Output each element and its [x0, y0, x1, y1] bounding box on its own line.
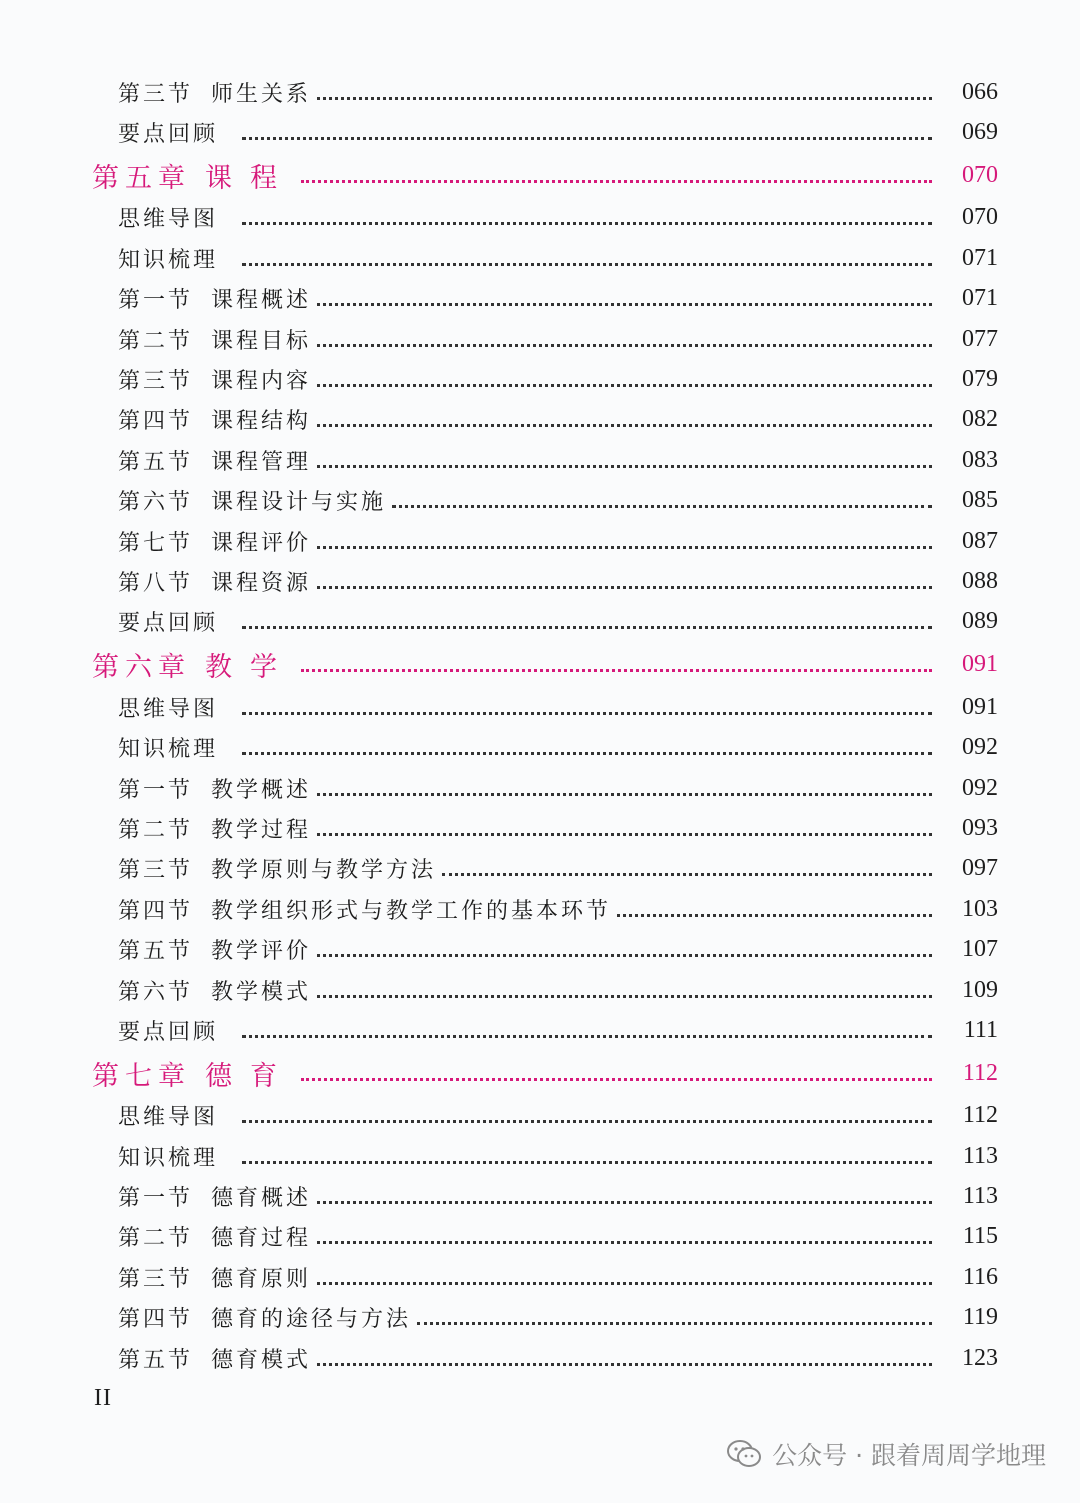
toc-entry-label — [118, 77, 311, 108]
toc-entry-row[interactable] — [0, 440, 1080, 480]
toc-page-number: 113 — [962, 1183, 998, 1210]
toc-page-number: 088 — [962, 567, 998, 594]
toc-entry-label — [118, 1262, 311, 1293]
dot-leader — [242, 1161, 932, 1164]
watermark — [726, 1436, 1046, 1472]
toc-entry-label — [118, 1221, 311, 1252]
toc-page-number: 069 — [962, 119, 998, 146]
toc-page-number: 091 — [962, 651, 998, 678]
toc-entry-label — [118, 1015, 236, 1046]
dot-leader — [301, 1078, 932, 1081]
toc-section-title: 课程内容 — [211, 369, 312, 395]
toc-entry-row[interactable] — [0, 1096, 1080, 1136]
dot-leader — [242, 626, 932, 629]
toc-section-number: 第二节 — [118, 817, 194, 843]
toc-section-number: 第五节 — [118, 449, 194, 475]
toc-entry-row[interactable] — [0, 768, 1080, 808]
toc-section-number: 第一节 — [118, 1186, 194, 1212]
toc-entry-row[interactable] — [0, 319, 1080, 359]
dot-leader — [317, 303, 932, 306]
toc-entry-row[interactable] — [0, 1217, 1080, 1257]
toc-entry-label — [92, 645, 295, 684]
toc-page-number: 066 — [962, 78, 998, 105]
toc-section-title: 教学过程 — [211, 817, 312, 843]
toc-page-number: 070 — [962, 204, 998, 231]
toc-section-number: 第三节 — [118, 858, 194, 884]
toc-section-number: 第四节 — [118, 898, 194, 924]
toc-entry-label — [118, 117, 236, 148]
toc-page-number: 071 — [962, 285, 998, 312]
toc-entry-label — [118, 773, 311, 804]
dot-leader — [392, 505, 932, 508]
dot-leader — [317, 995, 932, 998]
toc-entry-row[interactable] — [0, 1257, 1080, 1297]
toc-entry-row[interactable] — [0, 1176, 1080, 1216]
toc-section-title: 课程管理 — [211, 449, 312, 475]
toc-section-title: 德育 — [205, 1060, 295, 1092]
toc-entry-row[interactable] — [0, 1136, 1080, 1176]
toc-section-number: 第六节 — [118, 490, 194, 516]
toc-section-title: 教学评价 — [211, 939, 312, 965]
dot-leader — [242, 1120, 932, 1123]
toc-page-number: 112 — [962, 1059, 998, 1086]
wechat-icon — [726, 1439, 762, 1469]
toc-page-number: 092 — [962, 734, 998, 761]
toc-section-number: 思维导图 — [118, 207, 219, 233]
dot-leader — [317, 424, 932, 427]
toc-section-number: 知识梳理 — [118, 247, 219, 273]
toc-entry-label — [118, 1181, 311, 1212]
toc-section-title: 德育的途径与方法 — [211, 1307, 412, 1333]
toc-page-number: 113 — [962, 1142, 998, 1169]
dot-leader — [442, 873, 932, 876]
toc-section-title: 师生关系 — [211, 81, 312, 107]
toc-section-number: 第八节 — [118, 570, 194, 596]
toc-entry-label — [118, 894, 611, 925]
toc-section-number: 第七章 — [92, 1060, 191, 1092]
toc-section-title: 德育原则 — [211, 1266, 312, 1292]
toc-page-number: 083 — [962, 446, 998, 473]
dot-leader — [317, 546, 932, 549]
toc-section-number: 第四节 — [118, 409, 194, 435]
toc-entry-label — [118, 975, 311, 1006]
dot-leader — [317, 97, 932, 100]
watermark-text: 公众号 · 跟着周周学地理 — [772, 1441, 1046, 1470]
toc-entry-label — [92, 156, 295, 195]
toc-entry-label — [118, 813, 311, 844]
toc-entry-label — [118, 732, 236, 763]
toc-entry-row[interactable] — [0, 1338, 1080, 1378]
toc-entry-row[interactable] — [0, 400, 1080, 440]
toc-section-number: 第三节 — [118, 1266, 194, 1292]
toc-section-number: 第三节 — [118, 369, 194, 395]
dot-leader — [317, 954, 932, 957]
toc-entry-label — [118, 853, 436, 884]
toc-page-number: 112 — [962, 1102, 998, 1129]
toc-section-number: 第二节 — [118, 1226, 194, 1252]
toc-page-number: 103 — [962, 895, 998, 922]
toc-section-number: 第一节 — [118, 777, 194, 803]
toc-entry-label — [118, 243, 236, 274]
toc-entry-label — [118, 566, 311, 597]
toc-entry-label — [118, 1302, 411, 1333]
toc-entry-row[interactable] — [0, 889, 1080, 929]
toc-section-title: 教学概述 — [211, 777, 312, 803]
toc-page-number: 070 — [962, 161, 998, 188]
toc-page-number: 107 — [962, 936, 998, 963]
toc-entry-label — [118, 1141, 236, 1172]
toc-entry-label — [118, 404, 311, 435]
dot-leader — [317, 384, 932, 387]
toc-entry-label — [118, 485, 386, 516]
dot-leader — [317, 465, 932, 468]
dot-leader — [317, 1201, 932, 1204]
toc-entry-row[interactable] — [0, 727, 1080, 767]
toc-section-title: 德育概述 — [211, 1186, 312, 1212]
dot-leader — [317, 1363, 932, 1366]
toc-entry-row[interactable] — [0, 481, 1080, 521]
toc-page-number: 109 — [962, 976, 998, 1003]
toc-section-number: 思维导图 — [118, 696, 219, 722]
toc-section-title: 课程 — [205, 162, 295, 194]
toc-page-number: 093 — [962, 814, 998, 841]
toc-page-number: 089 — [962, 608, 998, 635]
dot-leader — [317, 1241, 932, 1244]
toc-entry-label — [118, 445, 311, 476]
toc-chapter-row[interactable] — [0, 153, 1080, 198]
toc-section-title: 德育模式 — [211, 1347, 312, 1373]
toc-section-number: 第六章 — [92, 652, 191, 684]
dot-leader — [242, 222, 932, 225]
toc-section-title: 课程设计与实施 — [211, 490, 387, 516]
toc-entry-row[interactable] — [0, 687, 1080, 727]
dot-leader — [301, 669, 932, 672]
dot-leader — [317, 586, 932, 589]
dot-leader — [417, 1322, 932, 1325]
toc-entry-row[interactable] — [0, 849, 1080, 889]
toc-entry-label — [118, 934, 311, 965]
toc-page-number: 119 — [962, 1304, 998, 1331]
toc-section-number: 要点回顾 — [118, 1019, 219, 1045]
toc-section-number: 第二节 — [118, 328, 194, 354]
toc-chapter-row[interactable] — [0, 642, 1080, 687]
toc-chapter-row[interactable] — [0, 1051, 1080, 1096]
dot-leader — [617, 914, 932, 917]
dot-leader — [242, 752, 932, 755]
toc-entry-label — [118, 364, 311, 395]
toc-section-title: 课程目标 — [211, 328, 312, 354]
toc-entry-label — [118, 1343, 311, 1374]
toc-entry-label — [118, 283, 311, 314]
toc-section-title: 德育过程 — [211, 1226, 312, 1252]
toc-section-title: 课程结构 — [211, 409, 312, 435]
toc-entry-row[interactable] — [0, 198, 1080, 238]
toc-entry-row[interactable] — [0, 561, 1080, 601]
toc-section-number: 要点回顾 — [118, 611, 219, 637]
toc-section-number: 思维导图 — [118, 1105, 219, 1131]
toc-entry-label — [118, 526, 311, 557]
toc-section-title: 教学 — [205, 652, 295, 684]
dot-leader — [242, 137, 932, 140]
toc-section-number: 第五节 — [118, 939, 194, 965]
toc-section-title: 教学组织形式与教学工作的基本环节 — [211, 898, 612, 924]
toc-section-number: 知识梳理 — [118, 1145, 219, 1171]
dot-leader — [301, 180, 932, 183]
toc-page-number: 079 — [962, 366, 998, 393]
dot-leader — [317, 833, 932, 836]
toc-entry-row[interactable] — [0, 72, 1080, 112]
toc-entry-label — [118, 692, 236, 723]
toc-section-title: 课程评价 — [211, 530, 312, 556]
toc-page-number: 092 — [962, 774, 998, 801]
toc-entry-row[interactable] — [0, 929, 1080, 969]
toc-entry-label — [92, 1054, 295, 1093]
toc-section-number: 第六节 — [118, 979, 194, 1005]
toc-page-number: 115 — [962, 1223, 998, 1250]
toc-entry-label — [118, 606, 236, 637]
toc-section-title: 教学模式 — [211, 979, 312, 1005]
toc-entry-row[interactable] — [0, 970, 1080, 1010]
toc-section-number: 第三节 — [118, 81, 194, 107]
toc-page-number: 082 — [962, 406, 998, 433]
toc-section-number: 知识梳理 — [118, 737, 219, 763]
toc-section-number: 第五章 — [92, 162, 191, 194]
toc-entry-row[interactable] — [0, 359, 1080, 399]
toc-entry-label — [118, 324, 311, 355]
dot-leader — [317, 793, 932, 796]
toc-entry-label — [118, 1100, 236, 1131]
toc-entry-row[interactable] — [0, 808, 1080, 848]
toc-section-number: 第七节 — [118, 530, 194, 556]
toc-section-number: 第一节 — [118, 288, 194, 314]
toc-section-title: 课程资源 — [211, 570, 312, 596]
toc-entry-label — [118, 202, 236, 233]
table-of-contents — [0, 72, 1080, 1378]
toc-entry-row[interactable] — [0, 1010, 1080, 1050]
toc-page-number: 097 — [962, 855, 998, 882]
toc-page-number: 111 — [963, 1016, 998, 1043]
toc-section-title: 课程概述 — [211, 288, 312, 314]
toc-entry-row[interactable] — [0, 279, 1080, 319]
toc-page-number: 087 — [962, 527, 998, 554]
dot-leader — [242, 263, 932, 266]
dot-leader — [242, 1035, 932, 1038]
toc-section-number: 第四节 — [118, 1307, 194, 1333]
toc-entry-row[interactable] — [0, 238, 1080, 278]
toc-entry-row[interactable] — [0, 112, 1080, 152]
toc-page-number: 123 — [962, 1344, 998, 1371]
toc-page-number: 077 — [962, 325, 998, 352]
dot-leader — [317, 344, 932, 347]
toc-page-number: 071 — [962, 244, 998, 271]
toc-section-number: 要点回顾 — [118, 122, 219, 148]
page-folio: II — [94, 1385, 112, 1411]
toc-section-title: 教学原则与教学方法 — [211, 858, 437, 884]
toc-page-number: 085 — [962, 487, 998, 514]
toc-entry-row[interactable] — [0, 602, 1080, 642]
toc-entry-row[interactable] — [0, 521, 1080, 561]
toc-entry-row[interactable] — [0, 1298, 1080, 1338]
toc-section-number: 第五节 — [118, 1347, 194, 1373]
dot-leader — [242, 712, 932, 715]
dot-leader — [317, 1282, 932, 1285]
toc-page-number: 116 — [962, 1263, 998, 1290]
toc-page-number: 091 — [962, 693, 998, 720]
